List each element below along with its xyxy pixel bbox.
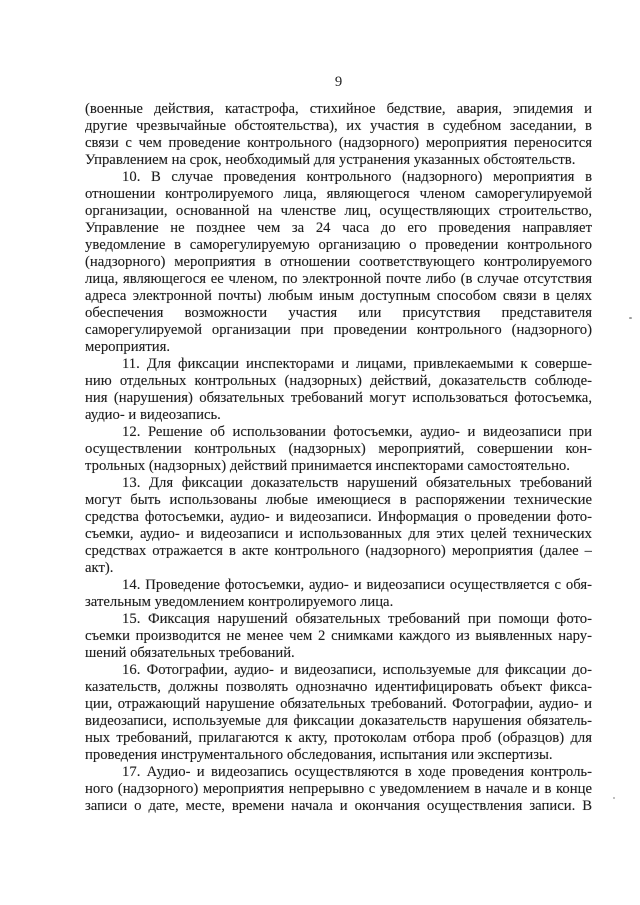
text-line: нию отдельных контрольных (надзорных) действий, доказательств соблюде- [85,373,592,389]
paragraph [85,662,592,764]
page-content [85,74,592,815]
paragraph [85,577,592,611]
text-line: лица, являющегося ее членом, по электронной почте либо (в случае отсутствия [85,271,592,287]
text-line: другие чрезвычайные обстоятельства), их участия в судебном заседании, в [85,118,592,134]
text-line: съемки производится не менее чем 2 снимками каждого из выявленных нару- [85,628,592,644]
text-line: казательств, должны позволять однозначно идентифицировать объект фикса- [85,679,592,695]
text-line: ции, отражающий нарушение обязательных требований. Фотографии, аудио- и [85,696,592,712]
text-line: средства фотосъемки, аудио- и видеозаписи. Информация о проведении фото- [85,509,592,525]
text-line: 17. Аудио- и видеозапись осуществляются в ходе проведения контроль- [122,764,592,780]
scan-artifact [613,797,615,799]
text-line: 14. Проведение фотосъемки, аудио- и видеозаписи осуществляется с обя- [122,577,592,593]
text-line: шений обязательных требований. [85,645,295,661]
text-line: съемки, аудио- и видеозаписи и использованных для этих целей технических [85,526,592,542]
text-line: мероприятия. [85,339,171,355]
text-line: 16. Фотографии, аудио- и видеозаписи, используемые для фиксации до- [122,662,592,678]
text-line: 11. Для фиксации инспекторами и лицами, привлекаемыми к соверше- [122,356,592,372]
paragraph [85,169,592,356]
text-line: Управление не позднее чем за 24 часа до его проведения направляет [85,220,592,236]
text-line: 15. Фиксация нарушений обязательных требований при помощи фото- [122,611,592,627]
text-line: могут быть использованы любые имеющиеся в распоряжении технические [85,492,592,508]
text-line: организации, основанной на членстве лиц, осуществляющих строительство, [85,203,592,219]
text-line: саморегулируемой организации при проведении контрольного (надзорного) [85,322,592,338]
text-line: уведомление в саморегулируемую организацию о проведении контрольного [85,237,592,253]
text-line: видеозаписи, используемые для фиксации доказательств нарушения обязатель- [85,713,592,729]
paragraph [85,101,592,169]
text-line: средствах отражается в акте контрольного (надзорного) мероприятия (далее – [85,543,592,559]
text-line: Управлением на срок, необходимый для устранения указанных обстоятельств. [85,152,576,168]
text-line: 12. Решение об использовании фотосъемки, аудио- и видеозаписи при [122,424,592,440]
text-line: проведения инструментального обследования, испытания или экспертизы. [85,747,553,763]
text-line: 13. Для фиксации доказательств нарушений обязательных требований [122,475,592,491]
page-number: 9 [334,74,343,90]
text-line: 10. В случае проведения контрольного (надзорного) мероприятия в [122,169,592,185]
paragraph [85,764,592,815]
text-line: ных требований, прилагаются к акту, протоколам отбора проб (образцов) для [85,730,592,746]
text-line: отношении контролируемого лица, являющегося членом саморегулируемой [85,186,592,202]
text-line: связи с чем проведение контрольного (надзорного) мероприятия переносится [85,135,592,151]
text-line: адреса электронной почты) любым иным доступным способом связи в целях [85,288,592,304]
document-body [85,101,592,815]
text-line: ного (надзорного) мероприятия непрерывно с уведомлением в начале и в конце [85,781,592,797]
text-line: трольных (надзорных) действий принимается инспекторами самостоятельно. [85,458,570,474]
scan-artifact [629,317,632,319]
text-line: аудио- и видеозапись. [85,407,221,423]
text-line: обеспечения возможности участия или присутствия представителя [85,305,592,321]
text-line: (военные действия, катастрофа, стихийное бедствие, авария, эпидемия и [85,101,592,117]
text-line: осуществлении контрольных (надзорных) мероприятий, совершении кон- [85,441,592,457]
text-line: зательным уведомлением контролируемого лица. [85,594,394,610]
paragraph [85,611,592,662]
text-line: записи о дате, месте, времени начала и окончания осуществления записи. В [85,798,592,814]
paragraph [85,424,592,475]
text-line: ния (нарушения) обязательных требований могут использоваться фотосъемка, [85,390,592,406]
text-line: акт). [85,560,114,576]
paragraph [85,356,592,424]
text-line: (надзорного) мероприятия в отношении соответствующего контролируемого [85,254,592,270]
paragraph [85,475,592,577]
